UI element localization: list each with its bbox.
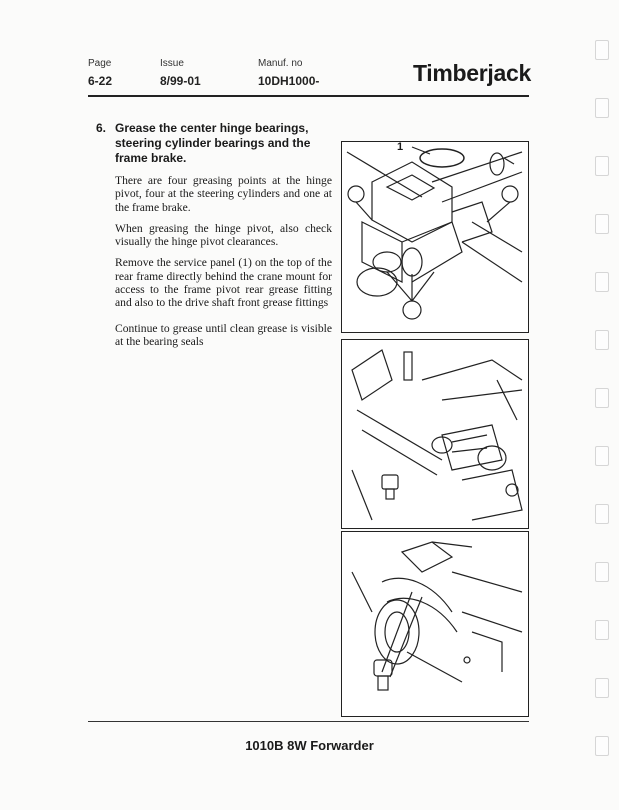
figure-hinge-pivot xyxy=(341,141,529,333)
figure-steering-cylinder xyxy=(341,339,529,529)
manuf-label: Manuf. no xyxy=(258,58,303,69)
binder-tab xyxy=(595,272,609,292)
instruction-step xyxy=(96,121,332,348)
callout-1: 1 xyxy=(397,141,404,153)
page-number: 6-22 xyxy=(88,74,113,88)
manuf-value: 10DH1000- xyxy=(258,74,320,88)
binder-tab xyxy=(595,40,609,60)
step-title: Grease the center hinge bearings, steering cylinder bearings and the frame brake. xyxy=(115,121,311,165)
binder-tab xyxy=(595,214,609,234)
binder-tab xyxy=(595,388,609,408)
step-number: 6. xyxy=(96,121,107,135)
footer-rule xyxy=(88,721,529,722)
issue-value: 8/99-01 xyxy=(160,74,201,88)
steering-cylinder-drawing xyxy=(342,340,528,528)
paragraph-continue-grease: Continue to grease until clean grease is visible at the bearing seals xyxy=(115,321,332,348)
binder-tab xyxy=(595,562,609,582)
binder-tab xyxy=(595,330,609,350)
paragraph-service-panel: Remove the service panel (1) on the top of the rear frame directly behind the crane mount for access to the frame pivot rear grease fitting and also to the drive shaft front grease fittings xyxy=(115,256,332,310)
frame-brake-drawing xyxy=(342,532,528,716)
brand-logo: Timberjack xyxy=(412,60,531,86)
header-rule xyxy=(88,95,529,97)
binder-tab xyxy=(595,678,609,698)
issue-label: Issue xyxy=(160,58,184,69)
paragraph-check-clearance: When greasing the hinge pivot, also check visually the hinge pivot clearances. xyxy=(115,221,332,249)
binder-tab xyxy=(595,620,609,640)
binder-tab xyxy=(595,156,609,176)
paragraph-greasing-points: There are four greasing points at the hinge pivot, four at the steering cylinders and one at the frame brake. xyxy=(115,174,332,214)
footer-title: 1010B 8W Forwarder xyxy=(245,738,374,753)
figure-frame-brake xyxy=(341,531,529,717)
page-label: Page xyxy=(88,58,112,69)
binder-tab xyxy=(595,98,609,118)
hinge-pivot-drawing xyxy=(342,142,528,332)
binder-tab xyxy=(595,446,609,466)
binder-tabs xyxy=(595,40,609,794)
binder-tab xyxy=(595,504,609,524)
